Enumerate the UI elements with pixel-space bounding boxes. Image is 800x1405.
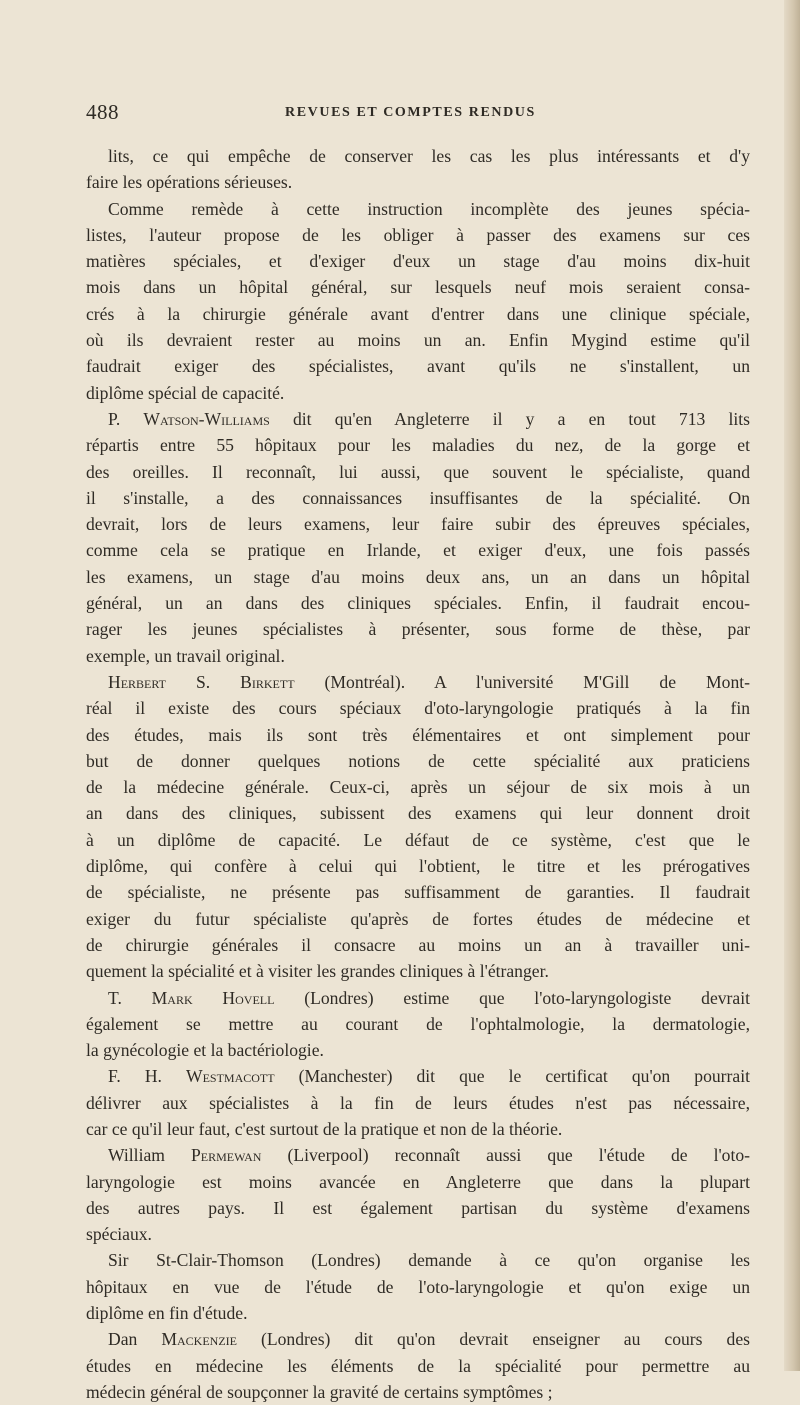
text-line [86,222,750,248]
paragraph [86,196,750,406]
text-line [86,1221,750,1247]
line-text: où ils devraient rester au moins un an. Enfin Mygind estime qu'il [86,330,750,351]
text-line [86,958,750,984]
paragraph [86,985,750,1064]
line-text: comme cela se pratique en Irlande, et exiger d'eux, une fois passés [86,540,750,561]
text-line [86,1195,750,1221]
text-line [86,879,750,905]
text-line [86,537,750,563]
paragraph [86,1063,750,1142]
author-name: Hovell [222,987,275,1008]
text-line [86,432,750,458]
line-text: exiger du futur spécialiste qu'après de fortes études de médecine et [86,908,750,929]
text-line [86,1063,750,1089]
page-edge [784,0,800,1371]
text-line [86,1300,750,1326]
author-name: Mark [151,987,193,1008]
author-name: Westmacott [185,1066,275,1087]
text-line [86,380,750,406]
line-text: réal il existe des cours spéciaux d'oto-laryngologie pratiqués à la fin [86,698,750,719]
author-name: Herbert [108,671,166,692]
text-line [86,800,750,826]
paragraph [86,1142,750,1247]
line-text: spéciaux. [86,1224,152,1245]
text-line [86,353,750,379]
text-line [86,1142,750,1168]
line-text: devrait, lors de leurs examens, leur faire subir des épreuves spéciales, [86,514,750,535]
line-text: dit qu'en Angleterre il y a en tout 713 lits [269,408,750,429]
line-text: quement la spécialité et à visiter les grandes cliniques à l'étranger. [86,961,549,982]
line-lead: F. H. [108,1066,186,1087]
line-text: crés à la chirurgie générale avant d'entrer dans une clinique spéciale, [86,303,750,324]
line-lead: Dan [108,1329,162,1350]
page-number: 488 [86,100,119,124]
line-lead: William [108,1145,191,1166]
text-line [86,1353,750,1379]
line-text: des autres pays. Il est également partisan du système d'examens [86,1197,750,1218]
text-line [86,722,750,748]
text-line [86,1247,750,1273]
line-text: (Londres) estime que l'oto-laryngologiste devrait [274,987,750,1008]
text-line [86,301,750,327]
line-text: hôpitaux en vue de l'étude de l'oto-laryngologie et qu'on exige un [86,1276,750,1297]
line-text: Sir St-Clair-Thomson (Londres) demande à ce qu'on organise les [108,1250,750,1271]
author-name: Birkett [240,671,295,692]
line-text: car ce qu'il leur faut, c'est surtout de la pratique et non de la théorie. [86,1118,563,1139]
text-line [86,564,750,590]
line-text: an dans des cliniques, subissent des examens qui leur donnent droit [86,803,750,824]
line-text: diplôme spécial de capacité. [86,382,285,403]
text-line [86,1169,750,1195]
line-text: (Liverpool) reconnaît aussi que l'étude de l'oto- [261,1145,750,1166]
line-lead: P. [108,408,144,429]
paragraph [86,406,750,669]
line-text: faudrait exiger des spécialistes, avant qu'ils ne s'installent, un [86,356,750,377]
text-line [86,906,750,932]
line-text: diplôme, qui confère à celui qui l'obtient, le titre et les prérogatives [86,856,750,877]
line-text: les examens, un stage d'au moins deux ans, un an dans un hôpital [86,566,750,587]
line-text: il s'installe, a des connaissances insuffisantes de la spécialité. On [86,487,750,508]
line-lead [193,988,223,1008]
text-line [86,774,750,800]
text-line [86,616,750,642]
text-line [86,196,750,222]
text-line [86,1379,750,1405]
text-line [86,1326,750,1352]
line-text: matières spéciales, et d'exiger d'eux un stage d'au moins dix-huit [86,251,750,272]
line-text: diplôme en fin d'étude. [86,1303,248,1324]
line-text: rager les jeunes spécialistes à présenter, sous forme de thèse, par [86,619,750,640]
line-text: exemple, un travail original. [86,645,285,666]
text-line [86,406,750,432]
text-line [86,169,750,195]
author-name: Watson-Williams [143,408,270,429]
paragraph [86,669,750,985]
line-text: de chirurgie générales il consacre au moins un an à travailler uni- [86,934,750,955]
line-text: lits, ce qui empêche de conserver les cas les plus intéressants et d'y [108,146,750,166]
paragraph [86,1326,750,1405]
paragraph [86,143,750,196]
line-text: répartis entre 55 hôpitaux pour les maladies du nez, de la gorge et [86,435,750,456]
line-lead: T. [108,987,152,1008]
text-line [86,1090,750,1116]
line-text: la gynécologie et la bactériologie. [86,1040,324,1061]
line-text: (Manchester) dit que le certificat qu'on pourrait [274,1066,750,1087]
line-text: Comme remède à cette instruction incomplète des jeunes spécia- [108,198,750,219]
text-line [86,827,750,853]
text-line [86,485,750,511]
line-text: (Montréal). A l'université M'Gill de Mont- [294,671,750,692]
line-text: des oreilles. Il reconnaît, lui aussi, que souvent le spécialiste, quand [86,461,750,482]
author-name: Mackenzie [161,1329,237,1350]
author-name: Permewan [190,1145,262,1166]
text-line [86,248,750,274]
text-line [86,1274,750,1300]
text-line [86,590,750,616]
text-line [86,853,750,879]
line-text: médecin général de soupçonner la gravité de certains symptômes ; [86,1381,553,1402]
page-header [86,100,756,128]
line-text: également se mettre au courant de l'ophtalmologie, la dermatologie, [86,1013,750,1034]
text-line [86,695,750,721]
line-text: de la médecine générale. Ceux-ci, après un séjour de six mois à un [86,777,750,798]
paragraph [86,1247,750,1326]
line-text: mois dans un hôpital général, sur lesquels neuf mois seraient consa- [86,277,750,298]
text-line [86,932,750,958]
line-text: listes, l'auteur propose de les obliger à passer des examens sur ces [86,224,750,245]
line-text: des études, mais ils sont très élémentaires et ont simplement pour [86,724,750,745]
text-line [86,327,750,353]
line-lead: S. [166,671,241,692]
text-line [86,143,750,169]
text-line [86,459,750,485]
line-text: délivrer aux spécialistes à la fin de leurs études n'est pas nécessaire, [86,1092,750,1113]
text-line [86,511,750,537]
running-head: REVUES ET COMPTES RENDUS [285,105,536,120]
text-line [86,669,750,695]
text-line [86,1116,750,1142]
text-line [86,643,750,669]
text-line [86,748,750,774]
text-line [86,274,750,300]
line-text: laryngologie est moins avancée en Angleterre que dans la plupart [86,1171,750,1192]
line-text: faire les opérations sérieuses. [86,172,293,193]
text-line [86,985,750,1011]
line-text: but de donner quelques notions de cette spécialité aux praticiens [86,750,750,771]
line-text: de spécialiste, ne présente pas suffisamment de garanties. Il faudrait [86,882,750,903]
line-text: (Londres) dit qu'on devrait enseigner au cours des [237,1329,750,1350]
text-line [86,1011,750,1037]
text-line [86,1037,750,1063]
line-text: à un diplôme de capacité. Le défaut de ce système, c'est que le [86,829,750,850]
line-text: études en médecine les éléments de la spécialité pour permettre au [86,1355,750,1376]
line-text: général, un an dans des cliniques spéciales. Enfin, il faudrait encou- [86,593,750,614]
body-text [86,143,750,1405]
